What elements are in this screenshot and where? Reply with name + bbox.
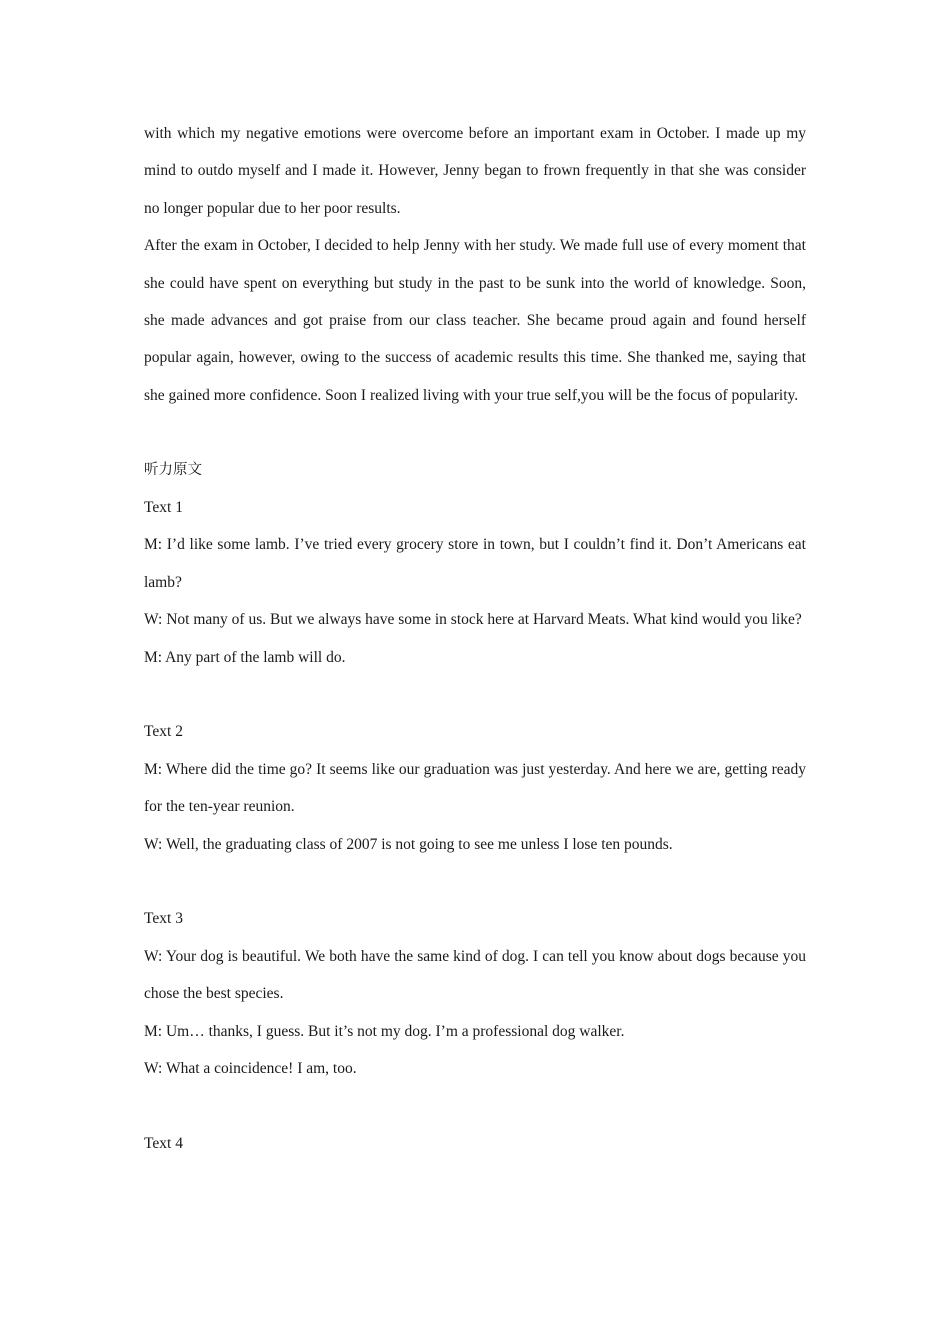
essay-paragraph-2: After the exam in October, I decided to help Jenny with her study. We made full use of every moment that she could have spent on everything but study in the past to be sunk into the world of knowledge. Soon, she made advances and got praise from our class teacher. She became proud again and found herself popular again, however, owing to the success of academic results this time. She thanked me, saying that she gained more confidence. Soon I realized living with your true self,you will be the focus of popularity. xyxy=(144,237,806,404)
text-2-section xyxy=(144,713,806,863)
text-3-line-1: W: Your dog is beautiful. We both have the same kind of dog. I can tell you know about dogs because you chose the best species. xyxy=(144,947,806,1003)
text-1-line-2: W: Not many of us. But we always have some in stock here at Harvard Meats. What kind would you like? xyxy=(144,611,802,629)
spacer xyxy=(144,863,806,900)
essay-paragraph-1: with which my negative emotions were overcome before an important exam in October. I made up my mind to outdo myself and I made it. However, Jenny began to frown frequently in that she was consider no longer popular due to her poor results. xyxy=(144,125,806,217)
text-4-section xyxy=(144,1125,806,1162)
text-2-line-2: W: Well, the graduating class of 2007 is not going to see me unless I lose ten pounds. xyxy=(144,835,673,853)
text-3-line-3: W: What a coincidence! I am, too. xyxy=(144,1060,357,1078)
text-1-line-3: M: Any part of the lamb will do. xyxy=(144,648,346,666)
text-1-line-1: M: I’d like some lamb. I’ve tried every grocery store in town, but I couldn’t find it. Don’t Americans eat lamb? xyxy=(144,536,806,591)
text-3-line-2: M: Um… thanks, I guess. But it’s not my dog. I’m a professional dog walker. xyxy=(144,1022,625,1040)
text-1-title: Text 1 xyxy=(144,499,183,517)
spacer xyxy=(144,414,806,451)
transcript-heading: 听力原文 xyxy=(144,461,202,478)
text-3-title: Text 3 xyxy=(144,910,183,928)
spacer xyxy=(144,1088,806,1125)
spacer xyxy=(144,676,806,713)
text-2-title: Text 2 xyxy=(144,723,183,741)
text-1-section xyxy=(144,489,806,676)
text-4-title: Text 4 xyxy=(144,1134,183,1152)
text-2-line-1: M: Where did the time go? It seems like our graduation was just yesterday. And here we are, getting ready for the ten-year reunion. xyxy=(144,760,806,816)
document-page xyxy=(144,115,806,1162)
text-3-section xyxy=(144,900,806,1087)
